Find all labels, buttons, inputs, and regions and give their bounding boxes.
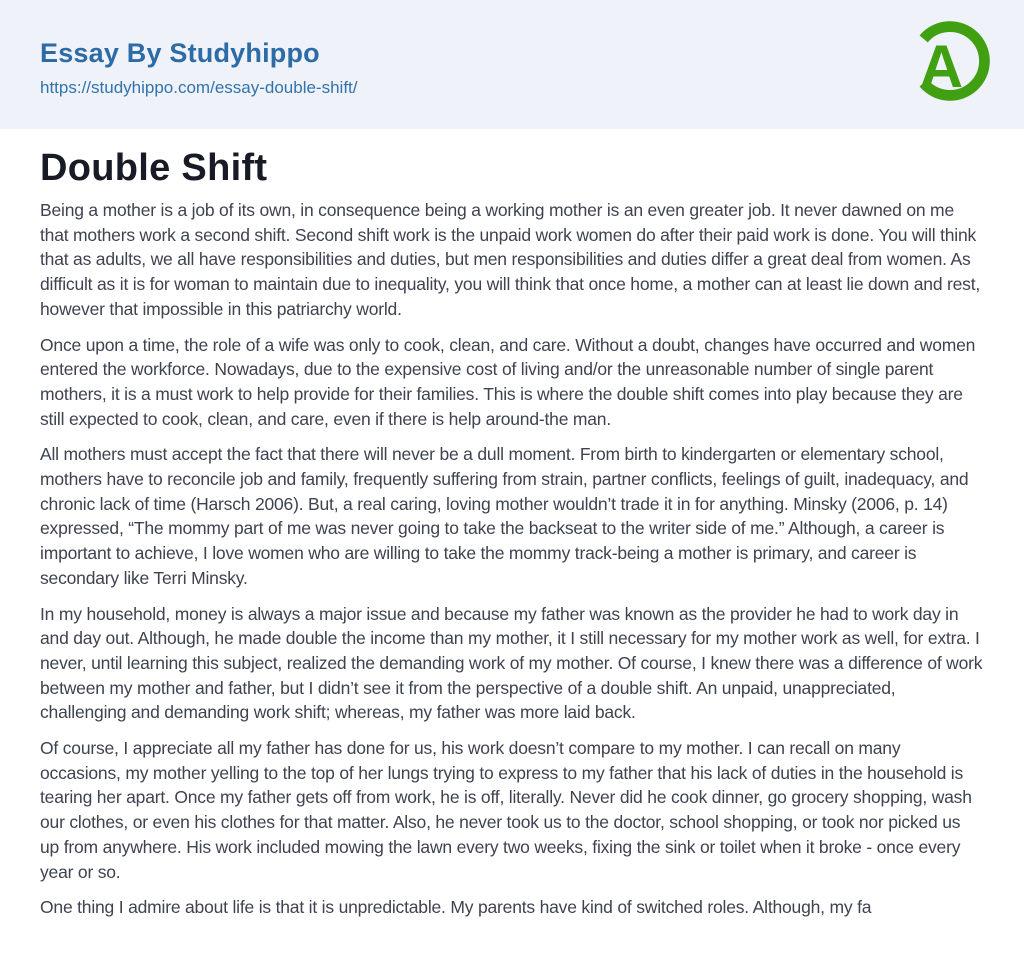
essay-paragraph-5: Of course, I appreciate all my father has done for us, his work doesn’t compare to my mother. I can recall on many occasions, my mother yelling to the top of her lungs trying to express to my father that his lack of duties in the household is tearing her apart. Once my father gets off from work, he is off, literally. Never did he cook dinner, go grocery shopping, wash our clothes, or even his clothes for that matter. Also, he never took us to the doctor, school shopping, or took nor picked us up from anywhere. His work included mowing the lawn every two weeks, fixing the sink or toilet when it broke - once every year or so. bbox=[40, 738, 972, 882]
essay-body bbox=[40, 198, 984, 920]
essay-paragraph-1: Being a mother is a job of its own, in consequence being a working mother is an even greater job. It never dawned on me that mothers work a second shift. Second shift work is the unpaid work women do after their paid work is done. You will think that as adults, we all have responsibilities and duties, but men responsibilities and duties differ a great deal from women. As difficult as it is for woman to maintain due to inequality, you will think that once home, a mother can at least lie down and rest, however that impossible in this patriarchy world. bbox=[40, 200, 981, 319]
essay-paragraph-4: In my household, money is always a major issue and because my father was known as the provider he had to work day in and day out. Although, he made double the income than my mother, it I still necessary for my mother work as well, for extra. I never, until learning this subject, realized the demanding work of my mother. Of course, I knew there was a difference of work between my mother and father, but I didn’t see it from the perspective of a double shift. An unpaid, unappreciated, challenging and demanding work shift; whereas, my father was more laid back. bbox=[40, 603, 983, 723]
essay-paragraph-3: All mothers must accept the fact that there will never be a dull moment. From birth to kindergarten or elementary school, mothers have to reconcile job and family, frequently suffering from strain, partner conflicts, feelings of guilt, inadequacy, and chronic lack of time (Harsch 2006). But, a real caring, loving mother wouldn’t trade it in for anything. Minsky (2006, p. 14) expressed, “The mommy part of me was never going to take the backseat to the writer side of me.” Although, a career is important to achieve, I love women who are willing to take the mommy track-being a mother is primary, and career is secondary like Terri Minsky. bbox=[40, 444, 969, 588]
page-header bbox=[0, 0, 1024, 129]
essay-url-link[interactable]: https://studyhippo.com/essay-double-shift/ bbox=[40, 78, 358, 97]
header-text-block bbox=[40, 36, 358, 99]
essay-paragraph-6-truncated: One thing I admire about life is that it is unpredictable. My parents have kind of switched roles. Although, my fa bbox=[40, 897, 872, 918]
essay-title: Double Shift bbox=[40, 147, 268, 189]
studyhippo-logo bbox=[907, 18, 993, 104]
logo-letter: A bbox=[919, 32, 964, 100]
essay-paragraph-2: Once upon a time, the role of a wife was only to cook, clean, and care. Without a doubt, changes have occurred and women entered the workforce. Nowadays, due to the expensive cost of living and/or the unreasonable number of single parent mothers, it is a must work to help provide for their families. This is where the double shift comes into play because they are still expected to cook, clean, and care, even if there is help around-the man. bbox=[40, 334, 976, 429]
site-title: Essay By Studyhippo bbox=[40, 38, 320, 68]
logo-ring-icon bbox=[907, 18, 993, 104]
essay-content bbox=[0, 145, 1024, 920]
